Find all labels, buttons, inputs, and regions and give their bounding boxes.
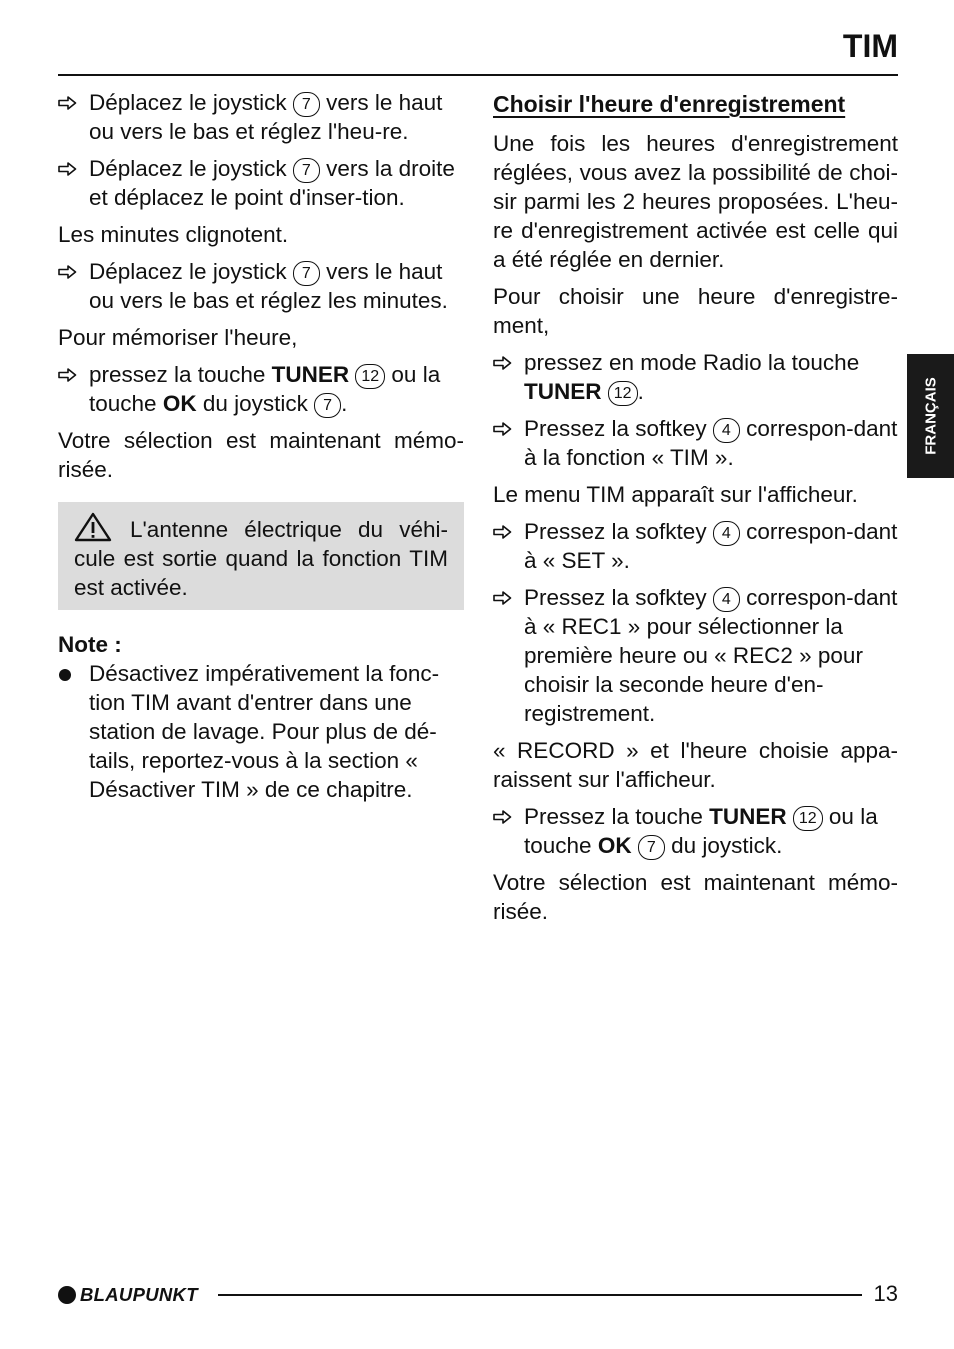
paragraph: Les minutes clignotent. (58, 222, 289, 247)
arrow-right-icon (493, 356, 512, 370)
reference-number: 4 (713, 521, 740, 546)
page-number: 13 (873, 1281, 898, 1306)
page-title: TIM (842, 28, 898, 64)
brand-logo (58, 1283, 198, 1307)
brand-name: BLAUPUNKT (80, 1284, 198, 1305)
instruction-step: Déplacez le joystick 7 vers la droite et déplacez le point d'inser-tion. (58, 154, 464, 212)
header-rule (58, 74, 898, 76)
instruction-step: pressez la touche TUNER 12 ou la touche OK du joystick 7 . (58, 360, 464, 418)
reference-number: 7 (293, 92, 320, 117)
reference-number: 7 (293, 261, 320, 286)
instruction-step: Pressez la softkey 4 correspon-dant à la fonction « TIM ». (493, 414, 898, 472)
arrow-right-icon (58, 96, 77, 110)
reference-number: 4 (713, 587, 740, 612)
footer (58, 1281, 898, 1309)
arrow-right-icon (58, 265, 77, 279)
reference-number: 7 (314, 393, 341, 418)
instruction-step: Déplacez le joystick 7 vers le haut ou vers le bas et réglez les minutes. (58, 257, 464, 315)
instruction-step: Déplacez le joystick 7 vers le haut ou vers le bas et réglez l'heu-re. (58, 88, 464, 146)
reference-number: 4 (713, 418, 740, 443)
arrow-right-icon (58, 162, 77, 176)
right-column (493, 88, 898, 934)
note-bullet: Désactivez impérativement la fonc-tion TIM avant d'entrer dans une station de lavage. Pour plus de dé-tails, reportez-vous à la section « Désactiver TIM » de ce chapitre. (58, 659, 464, 804)
instruction-step: Pressez la touche TUNER 12 ou la touche OK 7 du joystick. (493, 802, 898, 860)
reference-number: 7 (293, 158, 320, 183)
instruction-step: Pressez la sofktey 4 correspon-dant à « REC1 » pour sélectionner la première heure ou « REC2 » pour choisir la seconde heure d'en-registrement. (493, 583, 898, 728)
reference-number: 12 (793, 806, 823, 831)
arrow-right-icon (493, 591, 512, 605)
warning-triangle-icon (74, 512, 112, 542)
arrow-right-icon (493, 810, 512, 824)
paragraph: Le menu TIM apparaît sur l'afficheur. (493, 482, 858, 507)
paragraph: Pour choisir une heure d'enregistre-ment, (493, 284, 898, 338)
bullet-dot-icon (59, 669, 71, 681)
section-heading: Choisir l'heure d'enregistrement (493, 91, 846, 117)
warning-text: L'antenne électrique du véhi-cule est sortie quand la fonction TIM est activée. (74, 517, 448, 600)
instruction-step: Pressez la sofktey 4 correspon-dant à « SET ». (493, 517, 898, 575)
paragraph: Pour mémoriser l'heure, (58, 325, 298, 350)
reference-number: 12 (355, 364, 385, 389)
reference-number: 12 (608, 381, 638, 406)
paragraph: « RECORD » et l'heure choisie appa-raissent sur l'afficheur. (493, 738, 898, 792)
arrow-right-icon (493, 525, 512, 539)
arrow-right-icon (58, 368, 77, 382)
left-column (58, 88, 464, 804)
paragraph: Votre sélection est maintenant mémo-risée. (58, 428, 464, 482)
paragraph: Votre sélection est maintenant mémo-risée. (493, 870, 898, 924)
paragraph: Une fois les heures d'enregistrement réglées, vous avez la possibilité de choi-sir parmi les 2 heures proposées. L'heu-re d'enregistrement activée est celle qui a été réglée en dernier. (493, 131, 898, 272)
logo-dot-icon (58, 1286, 76, 1304)
language-tab-label: FRANÇAIS (922, 377, 939, 455)
footer-rule (218, 1294, 862, 1296)
instruction-step: pressez en mode Radio la touche TUNER 12 . (493, 348, 898, 406)
language-tab (907, 354, 954, 478)
warning-box (58, 502, 464, 610)
note-heading: Note : (58, 632, 122, 657)
reference-number: 7 (638, 835, 665, 860)
arrow-right-icon (493, 422, 512, 436)
